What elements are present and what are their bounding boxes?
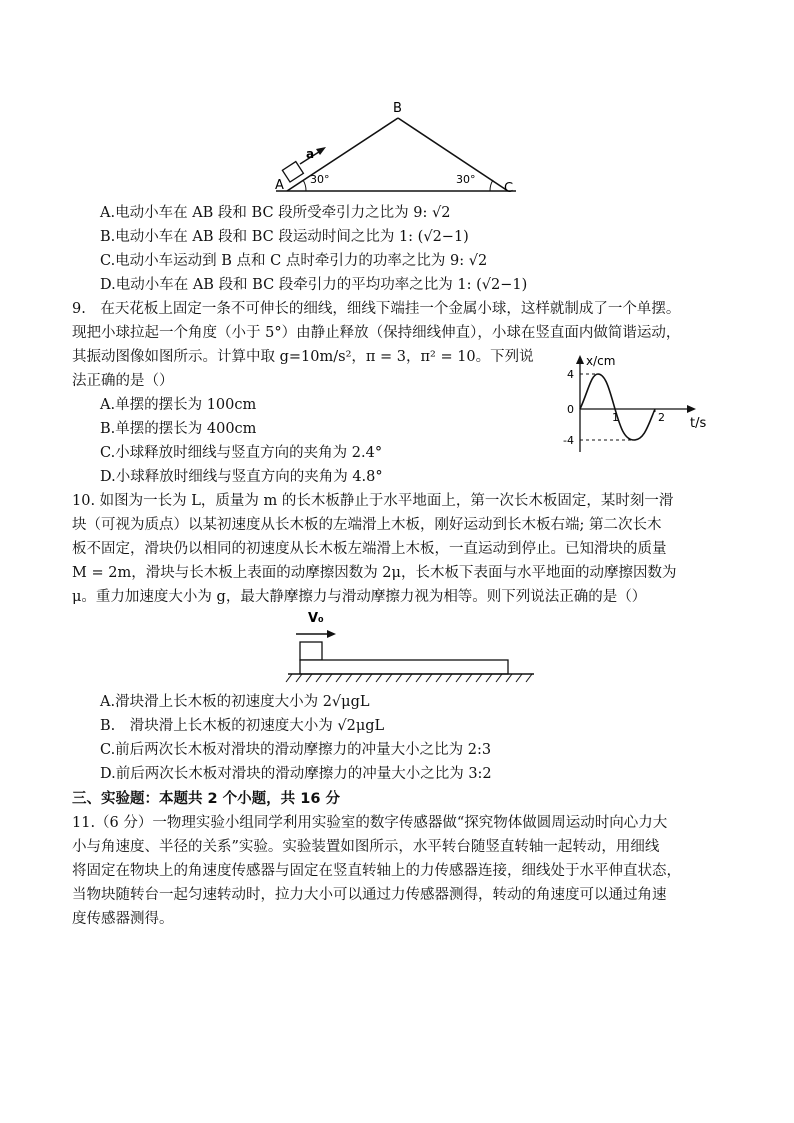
accel-label: a	[306, 147, 315, 161]
vertex-a-label: A	[275, 178, 284, 193]
tick-x-2: 2	[658, 411, 665, 424]
q10-option-a: A.滑块滑上长木板的初速度大小为 2√μgL	[100, 694, 370, 710]
angle-c-label: 30°	[456, 173, 476, 186]
q8-option-b: B.电动小车在 AB 段和 BC 段运动时间之比为 1: (√2−1)	[100, 229, 469, 245]
q9-option-b: B.单摆的摆长为 400cm	[100, 421, 257, 437]
board-figure	[284, 606, 538, 688]
vibration-graph	[558, 352, 718, 462]
vertex-b-label: B	[393, 101, 402, 116]
q9-line-2: 现把小球拉起一个角度（小于 5°）由静止释放（保持细线伸直），小球在竖直面内做简谐运动，	[72, 325, 681, 341]
q10-option-d: D.前后两次长木板对滑块的滑动摩擦力的冲量大小之比为 3:2	[100, 766, 492, 782]
tick-y-positive: 4	[567, 368, 574, 381]
q9-line-1: 9. 在天花板上固定一条不可伸长的细线，细线下端挂一个金属小球，这样就制成了一个单摆。	[72, 301, 681, 317]
q10-line-2: 块（可视为质点）以某初速度从长木板的左端滑上木板，刚好运动到长木板右端; 第二次长木	[72, 517, 662, 533]
angle-a-label: 30°	[310, 173, 330, 186]
q10-line-4: M = 2m，滑块与长木板上表面的动摩擦因数为 2μ，长木板下表面与水平地面的动摩擦因数为	[72, 565, 677, 581]
q11-line-2: 小与角速度、半径的关系”实验。实验装置如图所示，水平转台随竖直转轴一起转动，用细线	[72, 839, 660, 855]
vertex-c-label: C	[504, 181, 514, 196]
q9-option-c: C.小球释放时细线与竖直方向的夹角为 2.4°	[100, 445, 383, 461]
q11-line-3: 将固定在物块上的角速度传感器与固定在竖直转轴上的力传感器连接，细线处于水平伸直状态，	[72, 863, 681, 879]
tick-x-1: 1	[612, 411, 619, 424]
y-axis-label: x/cm	[586, 354, 616, 368]
q9-option-d: D.小球释放时细线与竖直方向的夹角为 4.8°	[100, 469, 383, 485]
q10-line-3: 板不固定，滑块仍以相同的初速度从长木板左端滑上木板，一直运动到停止。已知滑块的质量	[72, 541, 667, 557]
section-3-heading: 三、实验题：本题共 2 个小题，共 16 分	[72, 791, 340, 807]
q10-line-1: 10. 如图为一长为 L，质量为 m 的长木板静止于水平地面上，第一次长木板固定，某时刻一滑	[72, 493, 674, 509]
q10-option-b: B. 滑块滑上长木板的初速度大小为 √2μgL	[100, 718, 385, 734]
q8-option-a: A.电动小车在 AB 段和 BC 段所受牵引力之比为 9: √2	[100, 205, 451, 221]
q8-option-c: C.电动小车运动到 B 点和 C 点时牵引力的功率之比为 9: √2	[100, 253, 488, 269]
x-axis-label: t/s	[690, 416, 707, 431]
q10-option-c: C.前后两次长木板对滑块的滑动摩擦力的冲量大小之比为 2:3	[100, 742, 492, 758]
q11-line-1: 11.（6 分）一物理实验小组同学利用实验室的数字传感器做“探究物体做圆周运动时向心力大	[72, 815, 668, 831]
triangle-figure	[270, 96, 530, 200]
q11-line-5: 度传感器测得。	[72, 911, 174, 927]
tick-origin: 0	[567, 403, 574, 416]
q9-line-3: 其振动图像如图所示。计算中取 g=10m/s²，π = 3，π² = 10。下列说	[72, 349, 534, 365]
velocity-label: V₀	[308, 611, 324, 626]
q11-line-4: 当物块随转台一起匀速转动时，拉力大小可以通过力传感器测得，转动的角速度可以通过角速	[72, 887, 667, 903]
tick-y-negative: -4	[563, 434, 574, 447]
q9-line-4: 法正确的是（）	[72, 373, 174, 389]
q9-option-a: A.单摆的摆长为 100cm	[100, 397, 257, 413]
q10-line-5: μ。重力加速度大小为 g，最大静摩擦力与滑动摩擦力视为相等。则下列说法正确的是（）	[72, 589, 647, 605]
q8-option-d: D.电动小车在 AB 段和 BC 段牵引力的平均功率之比为 1: (√2−1)	[100, 277, 528, 293]
